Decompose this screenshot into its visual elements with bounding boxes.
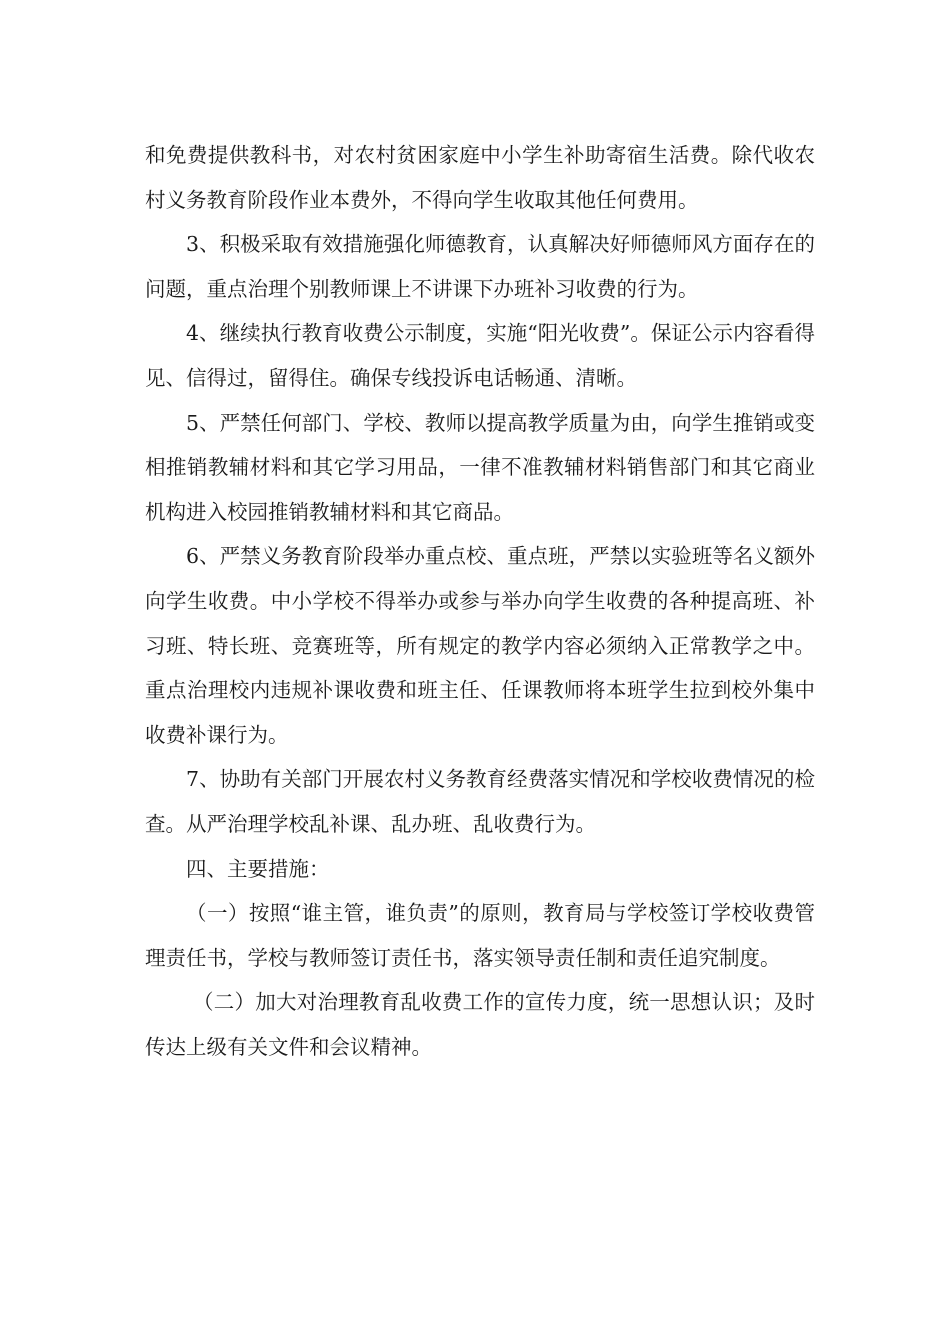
paragraph-item-5: 5、严禁任何部门、学校、教师以提高教学质量为由，向学生推销或变相推销教辅材料和其它学习用品，一律不准教辅材料销售部门和其它商业机构进入校园推销教辅材料和其它商品。 [145, 410, 815, 524]
section-heading-main-measures: 四、主要措施： [186, 856, 330, 881]
paragraph-item-3: 3、积极采取有效措施强化师德教育，认真解决好师德师风方面存在的问题，重点治理个别教师课上不讲课下办班补习收费的行为。 [145, 232, 815, 301]
paragraph-continuation: 和免费提供教科书，对农村贫困家庭中小学生补助寄宿生活费。除代收农村义务教育阶段作业本费外，不得向学生收取其他任何费用。 [145, 143, 815, 212]
paragraph-measure-1: （一）按照“谁主管，谁负责”的原则，教育局与学校签订学校收费管理责任书，学校与教师签订责任书，落实领导责任制和责任追究制度。 [145, 901, 815, 970]
paragraph-item-7: 7、协助有关部门开展农村义务教育经费落实情况和学校收费情况的检查。从严治理学校乱补课、乱办班、乱收费行为。 [145, 767, 815, 836]
paragraph-item-4: 4、继续执行教育收费公示制度，实施“阳光收费”。保证公示内容看得见、信得过，留得住。确保专线投诉电话畅通、清晰。 [145, 321, 815, 390]
paragraph-measure-2: （二）加大对治理教育乱收费工作的宣传力度，统一思想认识；及时传达上级有关文件和会议精神。 [145, 990, 815, 1059]
paragraph-item-6: 6、严禁义务教育阶段举办重点校、重点班，严禁以实验班等名义额外向学生收费。中小学校不得举办或参与举办向学生收费的各种提高班、补习班、特长班、竞赛班等，所有规定的教学内容必须纳入正常教学之中。重点治理校内违规补课收费和班主任、任课教师将本班学生拉到校外集中收费补课行为。 [145, 544, 815, 747]
document-body [145, 133, 815, 1069]
